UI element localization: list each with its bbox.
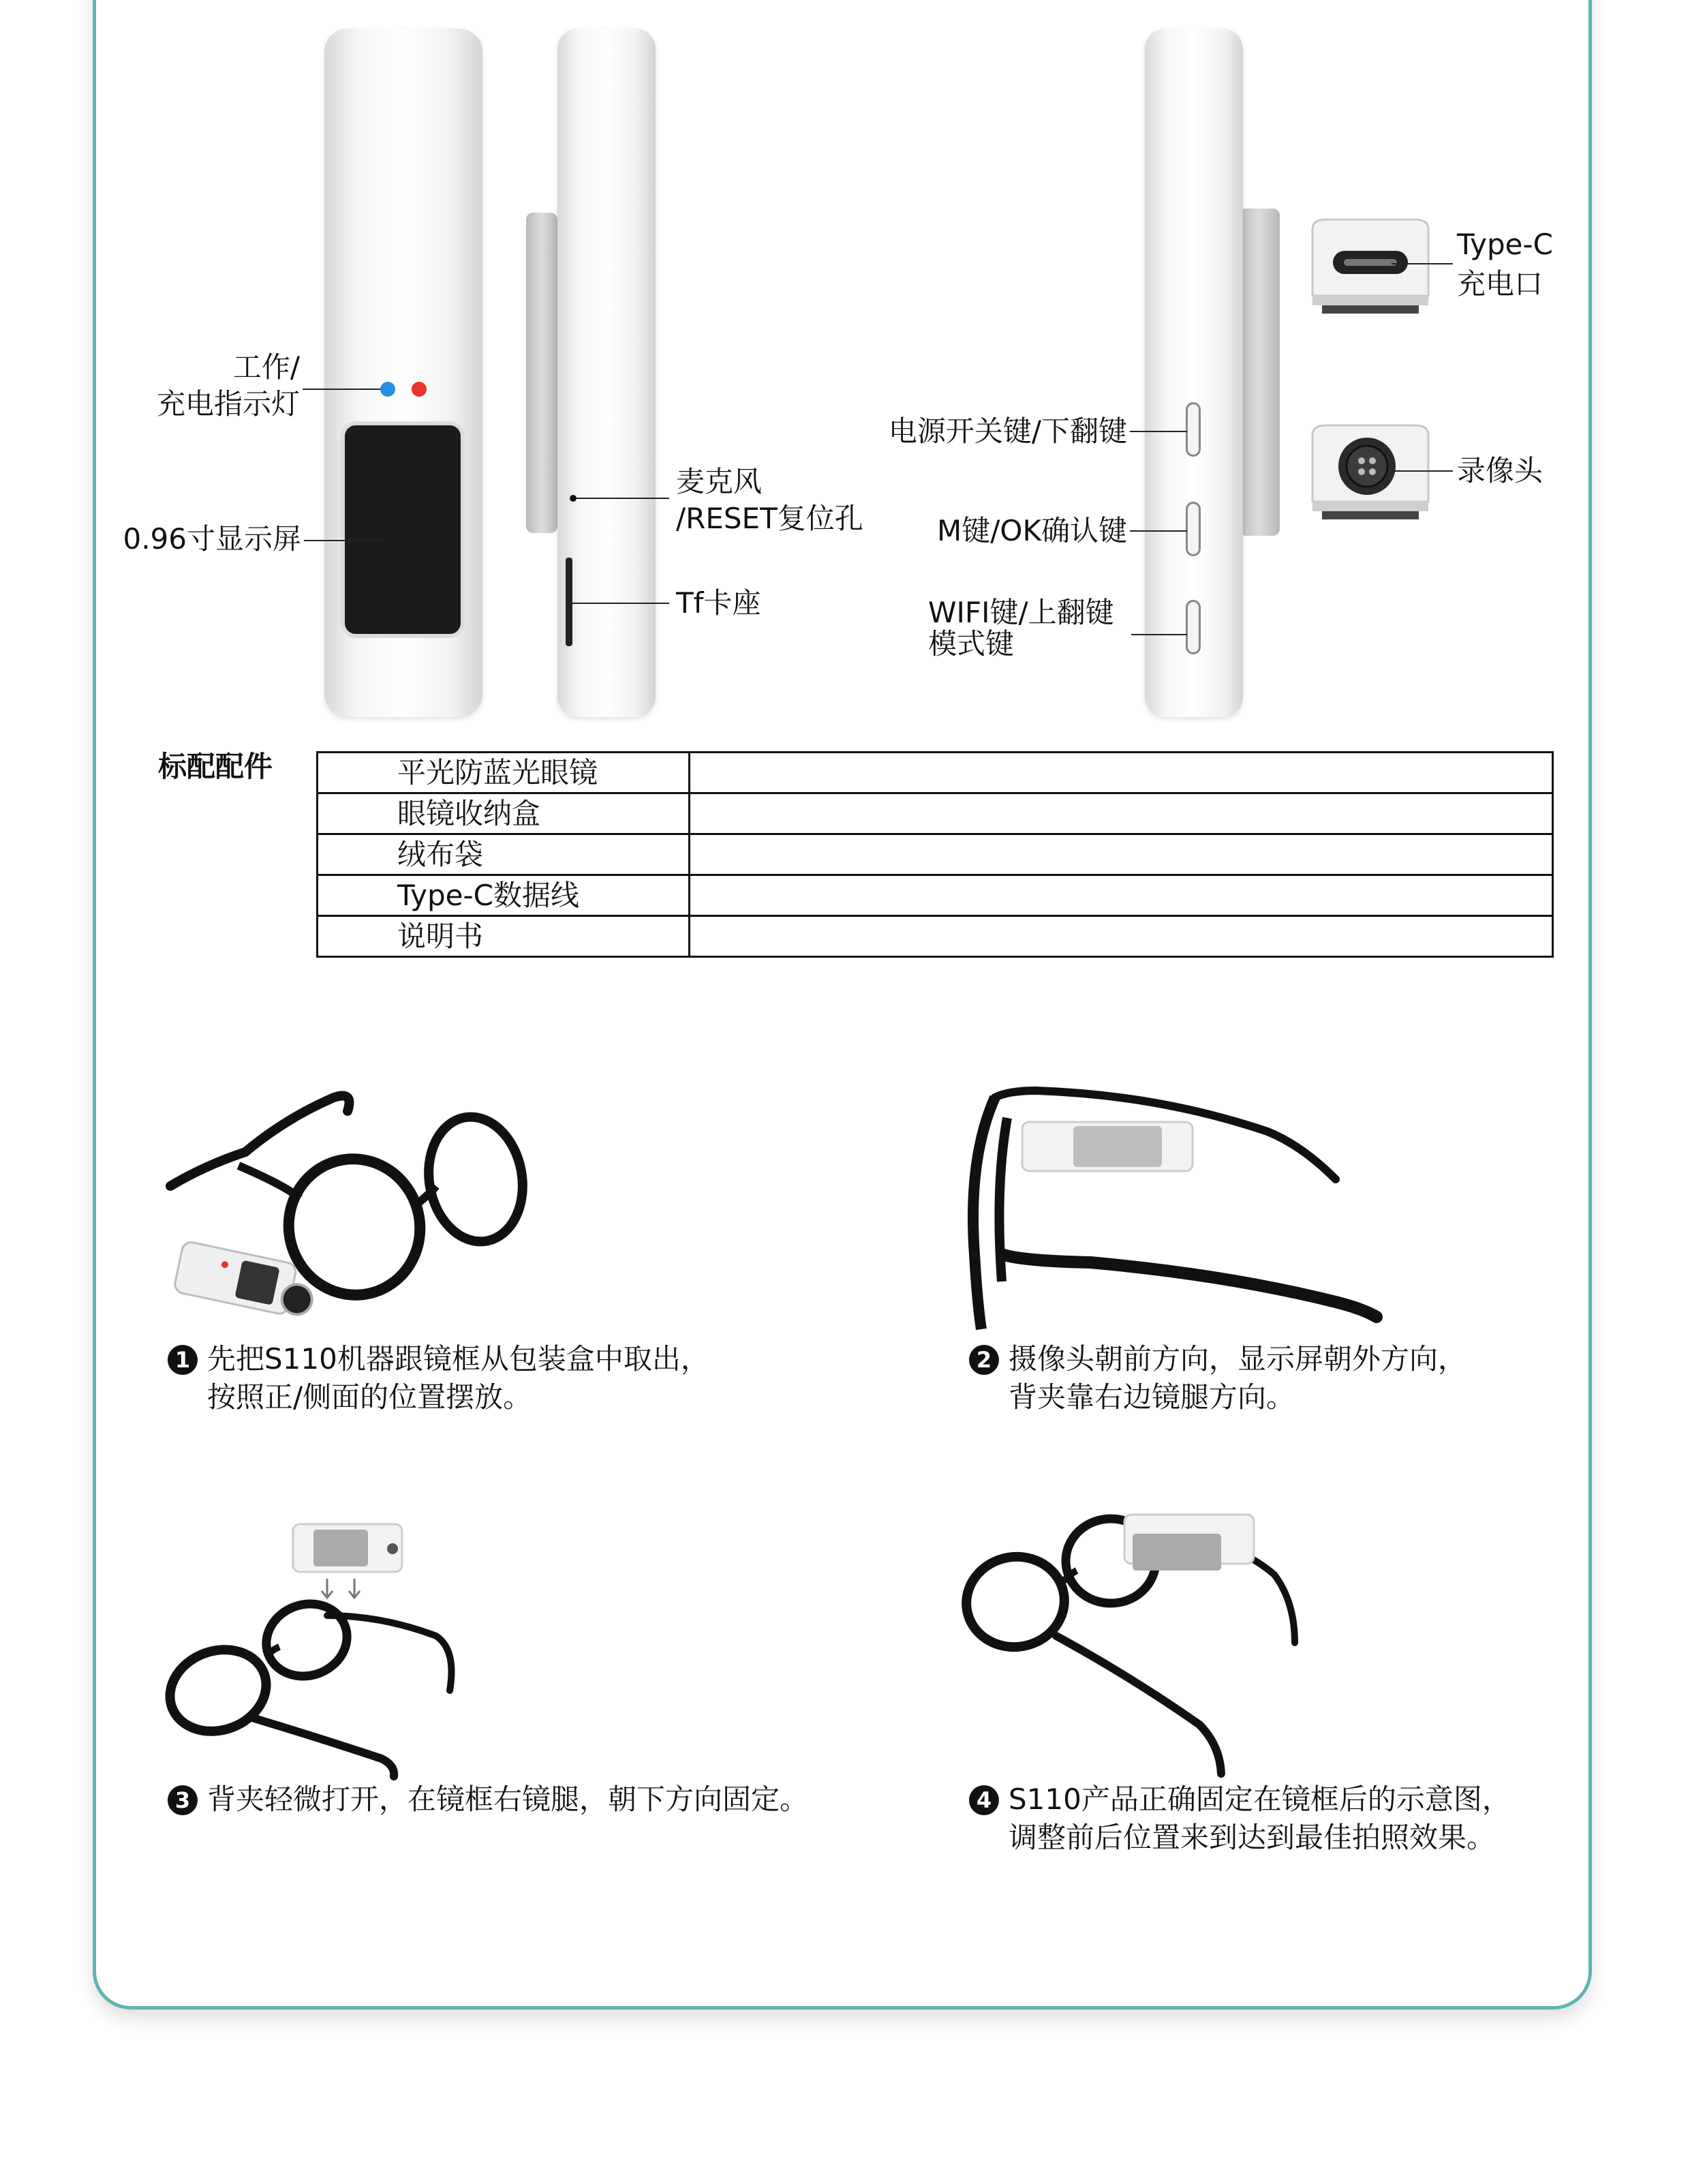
mic-label-line2: /RESET复位孔 — [676, 502, 863, 535]
step-number: 1 — [168, 1345, 198, 1375]
display-screen — [341, 421, 465, 638]
step-1-caption — [168, 1340, 709, 1416]
step3-illustration — [164, 1520, 518, 1779]
table-cell-empty — [690, 753, 1553, 793]
step1-illustration — [164, 1084, 545, 1343]
wifi-key-leader — [1131, 634, 1187, 635]
typec-label — [1457, 225, 1553, 304]
accessory-item: 说明书 — [318, 916, 690, 957]
indicator-leader — [303, 389, 380, 390]
accessories-title: 标配配件 — [158, 750, 273, 783]
indicator-label — [136, 349, 300, 423]
step-2-caption — [969, 1340, 1466, 1416]
accessory-item: 平光防蓝光眼镜 — [318, 753, 690, 793]
step-3-caption — [168, 1780, 808, 1819]
table-row — [318, 793, 1553, 834]
power-key-label: 电源开关键/下翻键 — [888, 414, 1127, 448]
table-cell-empty — [690, 793, 1553, 834]
m-key — [1186, 502, 1201, 556]
tf-card-slot — [566, 558, 572, 646]
table-cell-empty — [690, 834, 1553, 875]
step-number: 2 — [969, 1345, 999, 1375]
m-key-label: M键/OK确认键 — [937, 514, 1127, 547]
table-row — [318, 753, 1553, 793]
camera-leader — [1392, 470, 1453, 472]
camera-label: 录像头 — [1457, 454, 1543, 487]
step-2-line1: 摄像头朝前方向，显示屏朝外方向， — [1009, 1342, 1467, 1376]
step-4-caption — [969, 1780, 1511, 1857]
step-3-line1: 背夹轻微打开，在镜框右镜腿，朝下方向固定。 — [207, 1783, 809, 1816]
mic-hole — [570, 495, 577, 502]
typec-port-detail — [1299, 215, 1442, 324]
table-cell-empty — [690, 916, 1553, 957]
accessory-item: 绒布袋 — [318, 834, 690, 875]
step-1-line2: 按照正/侧面的位置摆放。 — [207, 1380, 532, 1414]
table-row — [318, 834, 1553, 875]
accessories-table — [316, 751, 1554, 958]
step4-illustration — [954, 1506, 1336, 1779]
typec-label-line2: 充电口 — [1457, 267, 1543, 301]
wifi-key-label — [928, 597, 1114, 660]
display-label: 0.96寸显示屏 — [123, 522, 301, 556]
led-blue — [380, 382, 395, 397]
step-1-line1: 先把S110机器跟镜框从包装盒中取出， — [207, 1342, 709, 1376]
step-4-line1: S110产品正确固定在镜框后的示意图， — [1009, 1783, 1511, 1816]
step-2-line2: 背夹靠右边镜腿方向。 — [1009, 1380, 1295, 1414]
m-key-leader — [1130, 530, 1187, 532]
display-leader — [304, 540, 386, 541]
table-row — [318, 916, 1553, 957]
tf-slot-leader — [572, 603, 669, 604]
table-row — [318, 875, 1553, 916]
mic-leader — [577, 498, 669, 499]
table-cell-empty — [690, 875, 1553, 916]
step2-illustration — [954, 1077, 1390, 1343]
wifi-key-label-line1: WIFI键/上翻键 — [928, 596, 1114, 629]
camera-lens-detail — [1299, 421, 1442, 530]
wifi-key-label-line2: 模式键 — [928, 627, 1015, 661]
led-red — [412, 382, 427, 397]
power-key — [1186, 402, 1201, 457]
wifi-key — [1186, 600, 1201, 654]
step-4-line2: 调整前后位置来到达到最佳拍照效果。 — [1009, 1821, 1496, 1854]
back-clip-right — [1239, 209, 1280, 536]
indicator-label-line1: 工作/ — [232, 350, 300, 384]
indicator-label-line2: 充电指示灯 — [156, 387, 300, 421]
step-number: 4 — [969, 1785, 999, 1815]
mic-label-line1: 麦克风 — [676, 465, 763, 498]
tf-slot-label: Tf卡座 — [676, 586, 761, 620]
back-clip-left — [526, 213, 557, 533]
accessory-item: Type-C数据线 — [318, 875, 690, 916]
power-key-leader — [1130, 431, 1187, 432]
typec-leader — [1392, 263, 1453, 264]
accessory-item: 眼镜收纳盒 — [318, 793, 690, 834]
typec-label-line1: Type-C — [1457, 228, 1553, 261]
step-number: 3 — [168, 1785, 198, 1815]
